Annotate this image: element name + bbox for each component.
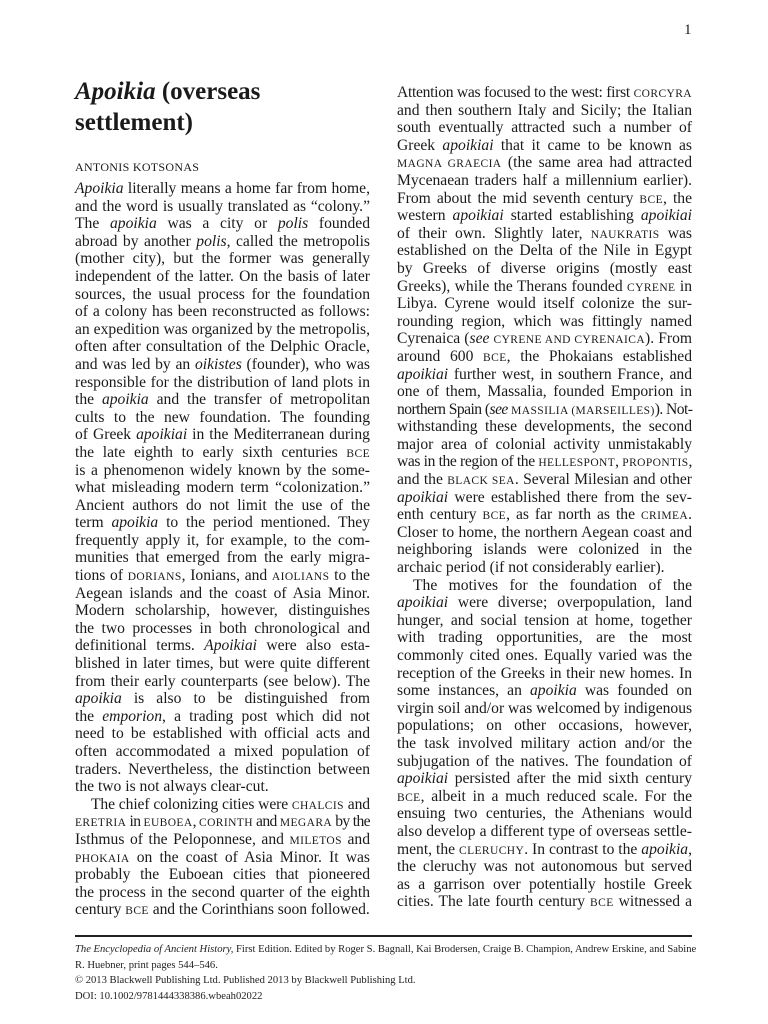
page-number: 1: [684, 22, 692, 38]
cross-reference[interactable]: CYRENE AND CYRENAICA: [493, 334, 646, 347]
text-run: the: [75, 391, 102, 409]
text-line: [75, 690, 370, 708]
text-line: [75, 725, 370, 743]
text-line: [397, 401, 692, 419]
text-line: [397, 770, 692, 788]
cross-reference[interactable]: CHALCIS: [291, 799, 344, 812]
text-run: were diverse; overpopulation, land: [448, 594, 692, 612]
text-run: century: [75, 901, 126, 919]
text-line: [397, 735, 692, 753]
text-line: [75, 884, 370, 902]
cross-reference[interactable]: AIOLIANS: [271, 571, 330, 584]
cross-reference[interactable]: CLERUCHY: [459, 844, 525, 857]
text-line: [75, 250, 370, 268]
cross-reference[interactable]: BCE: [397, 791, 421, 804]
italic-term: see: [469, 330, 490, 348]
text-line: [397, 577, 692, 595]
text-run: ). Not-: [654, 400, 693, 418]
text-line: [75, 497, 370, 515]
text-line: [397, 348, 692, 366]
text-line: [397, 858, 692, 876]
text-line: [75, 180, 370, 198]
text-line: [397, 876, 692, 894]
text-run: to the: [329, 567, 370, 585]
text-run: one of them, Massalia, founded Emporion in: [397, 383, 692, 401]
citation-details: First Edition. Edited by Roger S. Bagnall, Kai Brodersen, Craige B. Champion, Andrew Erskine, and Sabine R. Huebner, print pages 544–546.: [75, 944, 697, 971]
text-line: [397, 154, 692, 172]
text-line: [75, 849, 370, 867]
text-run: south eventually attracted such a number of: [397, 119, 692, 137]
text-line: [75, 866, 370, 884]
text-line: [75, 198, 370, 216]
article-title-rest: (overseas settlement): [75, 78, 261, 136]
text-run: the task involved military action and/or the: [397, 734, 692, 752]
text-run: ,: [192, 813, 199, 831]
text-line: [397, 383, 692, 401]
text-run: The motives for the foundation of the: [413, 576, 692, 594]
text-run: founded: [308, 215, 370, 233]
text-run: frequently apply it, for example, to the com-: [75, 531, 370, 549]
text-line: [397, 366, 692, 384]
text-run: persisted after the mid sixth century: [448, 770, 692, 788]
text-line: [75, 321, 370, 339]
text-run: and was led by an: [75, 355, 195, 373]
text-run: were also esta-: [257, 637, 370, 655]
text-line: [397, 295, 692, 313]
text-run: ,: [615, 453, 623, 471]
text-run: Greek: [397, 136, 443, 154]
text-line: [75, 215, 370, 233]
text-run: from their early counterparts (see below). The: [75, 672, 370, 690]
text-line: [75, 356, 370, 374]
italic-term: apoikiai: [397, 594, 449, 612]
text-line: [75, 444, 370, 462]
text-line: [397, 700, 692, 718]
article-title-italic: Apoikia: [75, 78, 156, 105]
italic-term: Apoikia: [75, 180, 124, 197]
text-run: (mother city), but the former was generally: [75, 250, 370, 268]
text-run: also develop a different type of overseas settle-: [397, 822, 692, 840]
text-line: [397, 753, 692, 771]
text-run: need to be established with official acts and: [75, 725, 370, 743]
text-run: is a phenomenon widely known by the some-: [75, 461, 370, 479]
text-run: Cyrenaica (: [397, 330, 470, 348]
text-line: [75, 338, 370, 356]
cross-reference[interactable]: PHOKAIA: [75, 852, 130, 865]
text-run: Mycenaean traders half a millennium earlier).: [397, 171, 692, 189]
text-run: on the coast of Asia Minor. It was: [129, 848, 370, 866]
text-run: major area of colonial activity unmistakably: [397, 435, 692, 453]
text-run: further west, in southern France, and: [448, 365, 692, 383]
text-line: [397, 330, 692, 348]
text-run: western: [397, 207, 453, 225]
text-run: in: [675, 277, 692, 295]
text-line: [397, 436, 692, 454]
text-line: [75, 620, 370, 638]
text-line: [397, 524, 692, 542]
text-run: ment, the: [397, 840, 459, 858]
text-run: as a garrison over potentially hostile Greek: [397, 875, 692, 893]
italic-term: apoikiai: [442, 136, 494, 154]
cross-reference[interactable]: BLACK SEA: [447, 475, 515, 488]
cross-reference[interactable]: MAGNA GRAECIA: [397, 158, 502, 171]
text-line: [397, 665, 692, 683]
article-title: [75, 76, 375, 138]
text-run: is also to be distinguished from: [121, 690, 370, 708]
text-run: commonly cited ones. Equally varied was the: [397, 647, 692, 664]
text-run: the late eighth to early sixth centuries: [75, 443, 347, 461]
text-run: (the same area had attracted: [501, 154, 693, 172]
text-run: populations; on other occasions, however,: [397, 717, 692, 735]
text-line: [397, 260, 692, 278]
text-line: [75, 532, 370, 550]
text-run: withstanding these developments, the second: [397, 418, 692, 436]
text-run: northern Spain (: [397, 400, 490, 418]
text-run: The: [75, 215, 110, 233]
cross-reference[interactable]: BCE: [346, 447, 370, 460]
text-run: in the Mediterranean during: [187, 426, 370, 444]
text-line: [397, 541, 692, 559]
italic-term: apoikia: [101, 391, 149, 409]
copyright: © 2013 Blackwell Publishing Ltd. Published 2013 by Blackwell Publishing Ltd.: [75, 975, 416, 986]
text-run: , as far north as the: [506, 506, 641, 524]
text-run: ensuing two centuries, the Athenians would: [397, 805, 692, 823]
cross-reference[interactable]: CYRENE: [627, 281, 676, 294]
italic-term: apoikiai: [397, 365, 449, 383]
text-line: [75, 549, 370, 567]
text-run: the process in the second quarter of the eighth: [75, 883, 370, 901]
text-run: of their own. Slightly later,: [397, 224, 591, 242]
italic-term: apoikia: [641, 840, 689, 858]
text-run: around 600: [397, 347, 484, 365]
article-author: ANTONIS KOTSONAS: [75, 160, 200, 174]
text-run: cults to the new foundation. The founding: [75, 408, 370, 426]
cross-reference[interactable]: BCE: [482, 510, 507, 523]
text-line: [397, 207, 692, 225]
text-line: [75, 409, 370, 427]
italic-term: apoikia: [111, 514, 159, 532]
text-line: [397, 823, 692, 841]
text-line: [75, 673, 370, 691]
italic-term: apoikia: [109, 215, 157, 233]
text-run: often after consultation of the Delphic Oracle,: [75, 338, 370, 356]
cross-reference[interactable]: BCE: [125, 905, 149, 918]
cross-reference[interactable]: EUBOEA: [143, 817, 193, 830]
cross-reference[interactable]: MILETOS: [289, 834, 342, 847]
text-run: witnessed a: [613, 893, 693, 911]
text-run: and the: [397, 471, 448, 489]
text-run: was: [659, 224, 692, 242]
text-line: [75, 831, 370, 849]
text-line: [75, 637, 370, 655]
text-run: probably the Euboean cities that pioneered: [75, 866, 370, 884]
text-run: established on the Delta of the Nile in Egypt: [397, 242, 692, 260]
left-column: [75, 180, 370, 919]
text-run: were established there from the sev-: [448, 488, 692, 506]
text-run: and then southern Italy and Sicily; the Italian: [397, 101, 692, 119]
text-line: [397, 190, 692, 208]
text-run: ). From: [645, 330, 693, 348]
footer: [75, 942, 705, 1004]
cross-reference[interactable]: CRIMEA: [640, 510, 689, 523]
italic-term: see: [489, 400, 508, 418]
cross-reference[interactable]: BCE: [590, 897, 614, 910]
text-line: [75, 514, 370, 532]
text-run: literally means a home far from home,: [123, 180, 370, 197]
italic-term: apoikiai: [452, 207, 504, 225]
text-run: and: [343, 795, 370, 813]
text-run: an expedition was organized by the metropolis,: [75, 320, 370, 338]
text-run: in: [126, 813, 144, 831]
text-run: virgin soil and/or was welcomed by indigenous: [397, 699, 693, 717]
italic-term: apoikia: [75, 690, 122, 708]
text-run: the two is not always clear-cut.: [75, 778, 269, 796]
doi: DOI: 10.1002/9781444338386.wbeah02022: [75, 990, 263, 1002]
text-run: the cleruchy was not autonomous but served: [397, 858, 692, 876]
text-line: [397, 559, 692, 577]
text-line: [75, 567, 370, 585]
text-run: , called the metropolis: [226, 232, 370, 250]
italic-term: emporion: [102, 707, 163, 725]
text-line: [397, 612, 692, 630]
text-run: , a trading post which did not: [162, 707, 370, 725]
text-run: Aegean islands and the coast of Asia Minor.: [75, 584, 370, 602]
text-run: , the Phokaians established: [506, 347, 692, 365]
text-line: [397, 471, 692, 489]
text-run: subjugation of the natives. The foundation of: [397, 752, 692, 770]
cross-reference[interactable]: CORCYRA: [633, 88, 692, 100]
italic-term: apoikiai: [640, 207, 692, 225]
text-run: some instances, an: [397, 682, 530, 700]
text-line: [75, 761, 370, 779]
text-line: [397, 225, 692, 243]
text-line: [397, 418, 692, 436]
text-run: and: [341, 830, 371, 848]
text-run: neighboring islands were colonized in the: [397, 541, 692, 559]
text-run: abroad by another: [75, 232, 197, 250]
text-run: . Several Milesian and other: [514, 471, 692, 489]
text-line: [75, 233, 370, 251]
cross-reference[interactable]: CORINTH: [199, 817, 253, 830]
text-run: what misleading modern term “colonization.”: [75, 479, 370, 497]
text-line: [397, 682, 692, 700]
text-run: to the period mentioned. They: [158, 514, 370, 532]
text-run: , Ionians, and: [181, 567, 272, 585]
text-run: Greeks), while the Therans founded: [397, 277, 628, 295]
text-run: of Greek: [75, 426, 137, 444]
text-line: [75, 813, 370, 831]
text-run: , albeit in a much reduced scale. For the: [420, 787, 692, 805]
cross-reference[interactable]: MASSILIA (MARSEILLES): [511, 404, 655, 417]
text-run: by the: [332, 813, 370, 831]
citation: [75, 942, 705, 973]
text-run: archaic period (if not considerably earlier).: [397, 559, 665, 577]
text-line: [397, 506, 692, 524]
cross-reference[interactable]: MEGARA: [279, 817, 333, 830]
italic-term: apoikia: [529, 682, 577, 700]
text-line: [75, 391, 370, 409]
text-run: blished in later times, but were quite different: [75, 655, 370, 673]
text-run: Attention was focused to the west: first: [397, 84, 634, 101]
text-run: , the: [663, 189, 692, 207]
text-run: traders. Nevertheless, the distinction between: [75, 760, 370, 778]
text-run: tions of: [75, 567, 128, 585]
text-run: From about the mid seventh century: [397, 189, 640, 207]
text-run: ,: [688, 840, 692, 858]
text-line: [397, 172, 692, 190]
text-line: [75, 426, 370, 444]
text-run: was in the region of the: [397, 453, 539, 471]
italic-term: Apoikiai: [204, 637, 258, 655]
text-line: [397, 278, 692, 296]
text-run: The chief colonizing cities were: [91, 795, 292, 813]
text-line: [75, 743, 370, 761]
text-line: [75, 655, 370, 673]
footer-rule: [75, 935, 692, 937]
text-run: Libya. Cyrene would itself colonize the sur-: [397, 295, 692, 313]
text-run: the: [75, 707, 103, 725]
text-run: sources, the usual process for the foundation: [75, 285, 370, 303]
text-line: [397, 788, 692, 806]
text-run: rounding region, which was fittingly named: [397, 312, 692, 330]
italic-term: oikistes: [195, 355, 242, 373]
text-run: (founder), who was: [241, 355, 370, 373]
text-run: munities that emerged from the early migra-: [75, 549, 370, 567]
text-run: often accommodated a mixed population of: [75, 743, 370, 760]
text-line: [397, 489, 692, 507]
text-line: [75, 901, 370, 919]
text-line: [75, 602, 370, 620]
text-run: was a city or: [156, 215, 278, 233]
text-line: [397, 594, 692, 612]
italic-term: apoikiai: [397, 488, 449, 506]
text-run: and the word is usually translated as “colony.”: [75, 197, 370, 215]
text-run: .: [688, 506, 692, 524]
text-line: [75, 585, 370, 603]
text-line: [75, 778, 370, 796]
text-line: [75, 374, 370, 392]
text-run: of a colony has been reconstructed as follows:: [75, 303, 370, 321]
text-line: [397, 242, 692, 260]
text-run: responsible for the distribution of land plots in: [75, 373, 370, 391]
citation-work-title: The Encyclopedia of Ancient History,: [75, 944, 234, 955]
text-line: [75, 286, 370, 304]
text-line: [397, 841, 692, 859]
cross-reference[interactable]: PROPONTIS: [622, 457, 689, 470]
text-run: . In contrast to the: [524, 840, 642, 858]
text-run: independent of the latter. On the basis of later: [75, 267, 370, 285]
text-line: [75, 462, 370, 480]
text-line: [397, 717, 692, 735]
text-run: Modern scholarship, however, distinguishes: [75, 602, 370, 620]
text-run: and the Corinthians soon followed.: [148, 901, 370, 919]
text-run: was founded on: [576, 682, 692, 700]
text-line: [397, 453, 692, 471]
text-line: [397, 313, 692, 331]
text-line: [75, 479, 370, 497]
italic-term: apoikiai: [397, 770, 449, 788]
text-run: and the transfer of metropolitan: [148, 391, 370, 409]
italic-term: apoikiai: [136, 426, 188, 444]
text-run: the two processes in both chronological and: [75, 619, 370, 637]
text-run: enth century: [397, 506, 483, 524]
text-line: [397, 805, 692, 823]
cross-reference[interactable]: BCE: [639, 193, 663, 206]
cross-reference[interactable]: BCE: [483, 351, 507, 364]
text-run: definitional terms.: [75, 637, 205, 655]
text-run: with trading opportunities, are the most: [397, 629, 692, 647]
right-column: [397, 84, 692, 911]
text-line: [397, 893, 692, 911]
text-line: [397, 84, 692, 102]
text-line: [397, 647, 692, 665]
text-run: Isthmus of the Peloponnese, and: [75, 830, 290, 848]
text-line: [397, 629, 692, 647]
text-line: [397, 137, 692, 155]
text-run: hunger, and social tension at home, together: [397, 611, 692, 629]
text-line: [397, 102, 692, 120]
text-line: [75, 796, 370, 814]
text-line: [397, 119, 692, 137]
text-run: and: [252, 813, 280, 831]
cross-reference[interactable]: DORIANS: [127, 571, 182, 584]
text-run: Closer to home, the northern Aegean coast and: [397, 523, 692, 541]
cross-reference[interactable]: NAUKRATIS: [590, 228, 660, 241]
text-run: reception of the Greeks in their new homes. In: [397, 664, 692, 682]
text-line: [75, 268, 370, 286]
text-run: that it came to be known as: [493, 136, 692, 154]
italic-term: polis: [196, 232, 227, 250]
text-run: Ancient authors do not limit the use of the: [75, 496, 370, 514]
italic-term: polis: [277, 215, 309, 233]
text-run: started establishing: [503, 207, 641, 225]
cross-reference[interactable]: HELLESPONT: [538, 457, 616, 470]
text-line: [75, 708, 370, 726]
text-run: cities. The late fourth century: [397, 893, 591, 911]
text-run: ,: [688, 453, 693, 471]
text-line: [75, 303, 370, 321]
text-run: by Greeks of diverse origins (mostly east: [397, 259, 692, 277]
cross-reference[interactable]: ERETRIA: [75, 817, 127, 830]
text-run: term: [75, 514, 112, 532]
